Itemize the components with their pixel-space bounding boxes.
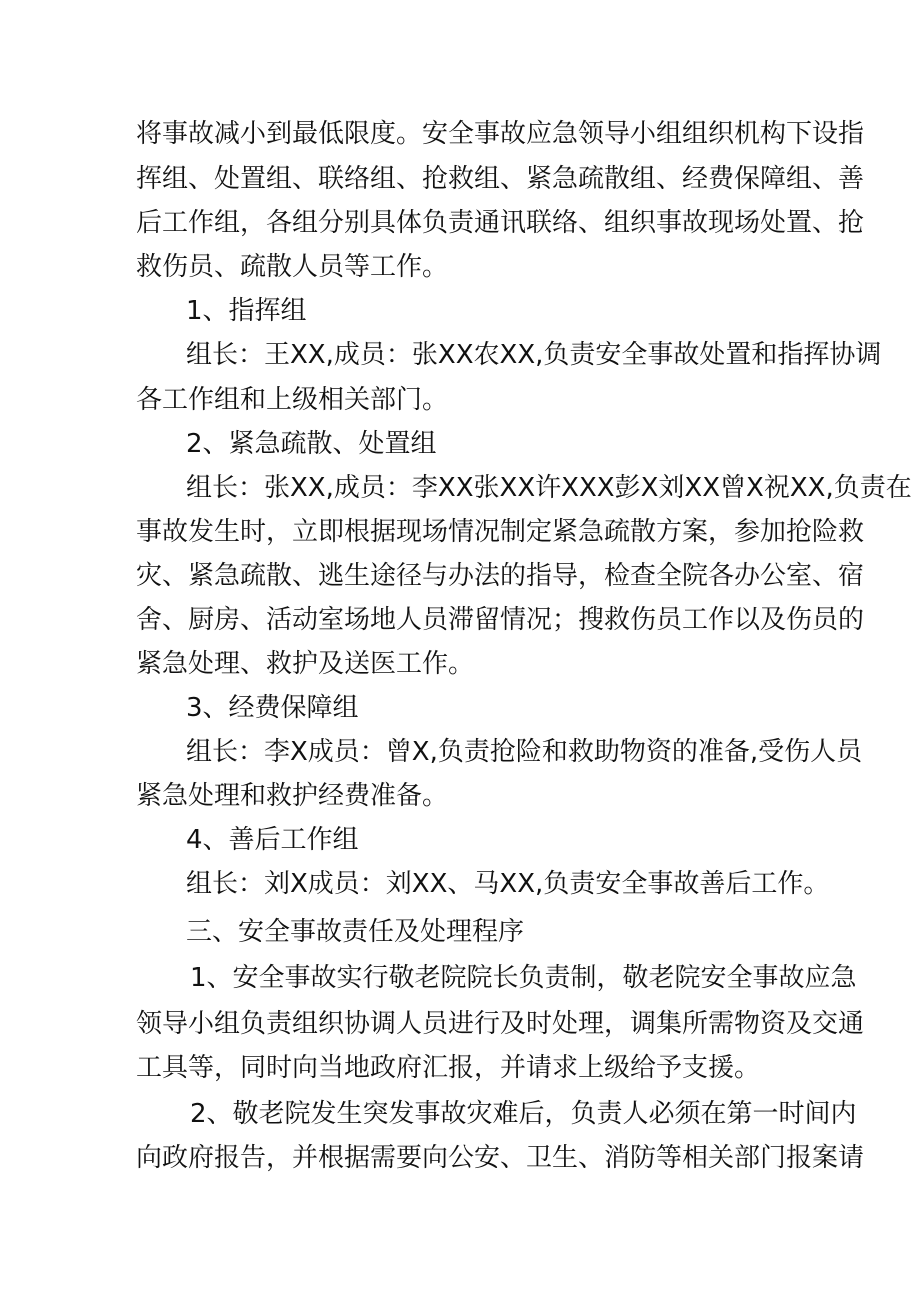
section-heading: 4、善后工作组 (186, 825, 359, 855)
paragraph-line: 灾、紧急疏散、逃生途径与办法的指导，检查全院各办公室、宿 (136, 561, 865, 591)
paragraph-line: 将事故减小到最低限度。安全事故应急领导小组组织机构下设指 (136, 119, 865, 149)
paragraph-line: 组长：李X成员：曾X,负责抢险和救助物资的准备,受伤人员 (186, 737, 863, 767)
paragraph-line: 各工作组和上级相关部门。 (136, 385, 449, 415)
paragraph-line: 1、安全事故实行敬老院院长负责制，敬老院安全事故应急 (190, 963, 857, 993)
section-heading: 1、指挥组 (186, 296, 307, 326)
paragraph-line: 组长：张XX,成员：李XX张XX许XXX彭X刘XX曾X祝XX,负责在 (186, 473, 912, 503)
section-heading: 2、紧急疏散、处置组 (186, 429, 437, 459)
paragraph-line: 工具等，同时向当地政府汇报，并请求上级给予支援。 (136, 1053, 761, 1083)
paragraph-line: 后工作组，各组分别具体负责通讯联络、组织事故现场处置、抢 (136, 208, 865, 238)
paragraph-line: 领导小组负责组织协调人员进行及时处理，调集所需物资及交通 (136, 1009, 865, 1039)
paragraph-line: 2、敬老院发生突发事故灾难后，负责人必须在第一时间内 (190, 1099, 857, 1129)
paragraph-line: 挥组、处置组、联络组、抢救组、紧急疏散组、经费保障组、善 (136, 164, 865, 194)
paragraph-line: 事故发生时，立即根据现场情况制定紧急疏散方案，参加抢险救 (136, 517, 865, 547)
paragraph-line: 组长：刘X成员：刘XX、马XX,负责安全事故善后工作。 (186, 869, 830, 899)
paragraph-line: 紧急处理、救护及送医工作。 (136, 649, 475, 679)
paragraph-line: 救伤员、疏散人员等工作。 (136, 252, 449, 282)
paragraph-line: 舍、厨房、活动室场地人员滞留情况；搜救伤员工作以及伤员的 (136, 605, 865, 635)
section-heading: 3、经费保障组 (186, 693, 359, 723)
chapter-heading: 三、安全事故责任及处理程序 (186, 917, 525, 947)
paragraph-line: 紧急处理和救护经费准备。 (136, 781, 449, 811)
paragraph-line: 向政府报告，并根据需要向公安、卫生、消防等相关部门报案请 (136, 1143, 865, 1173)
paragraph-line: 组长：王XX,成员：张XX农XX,负责安全事故处置和指挥协调 (186, 340, 882, 370)
